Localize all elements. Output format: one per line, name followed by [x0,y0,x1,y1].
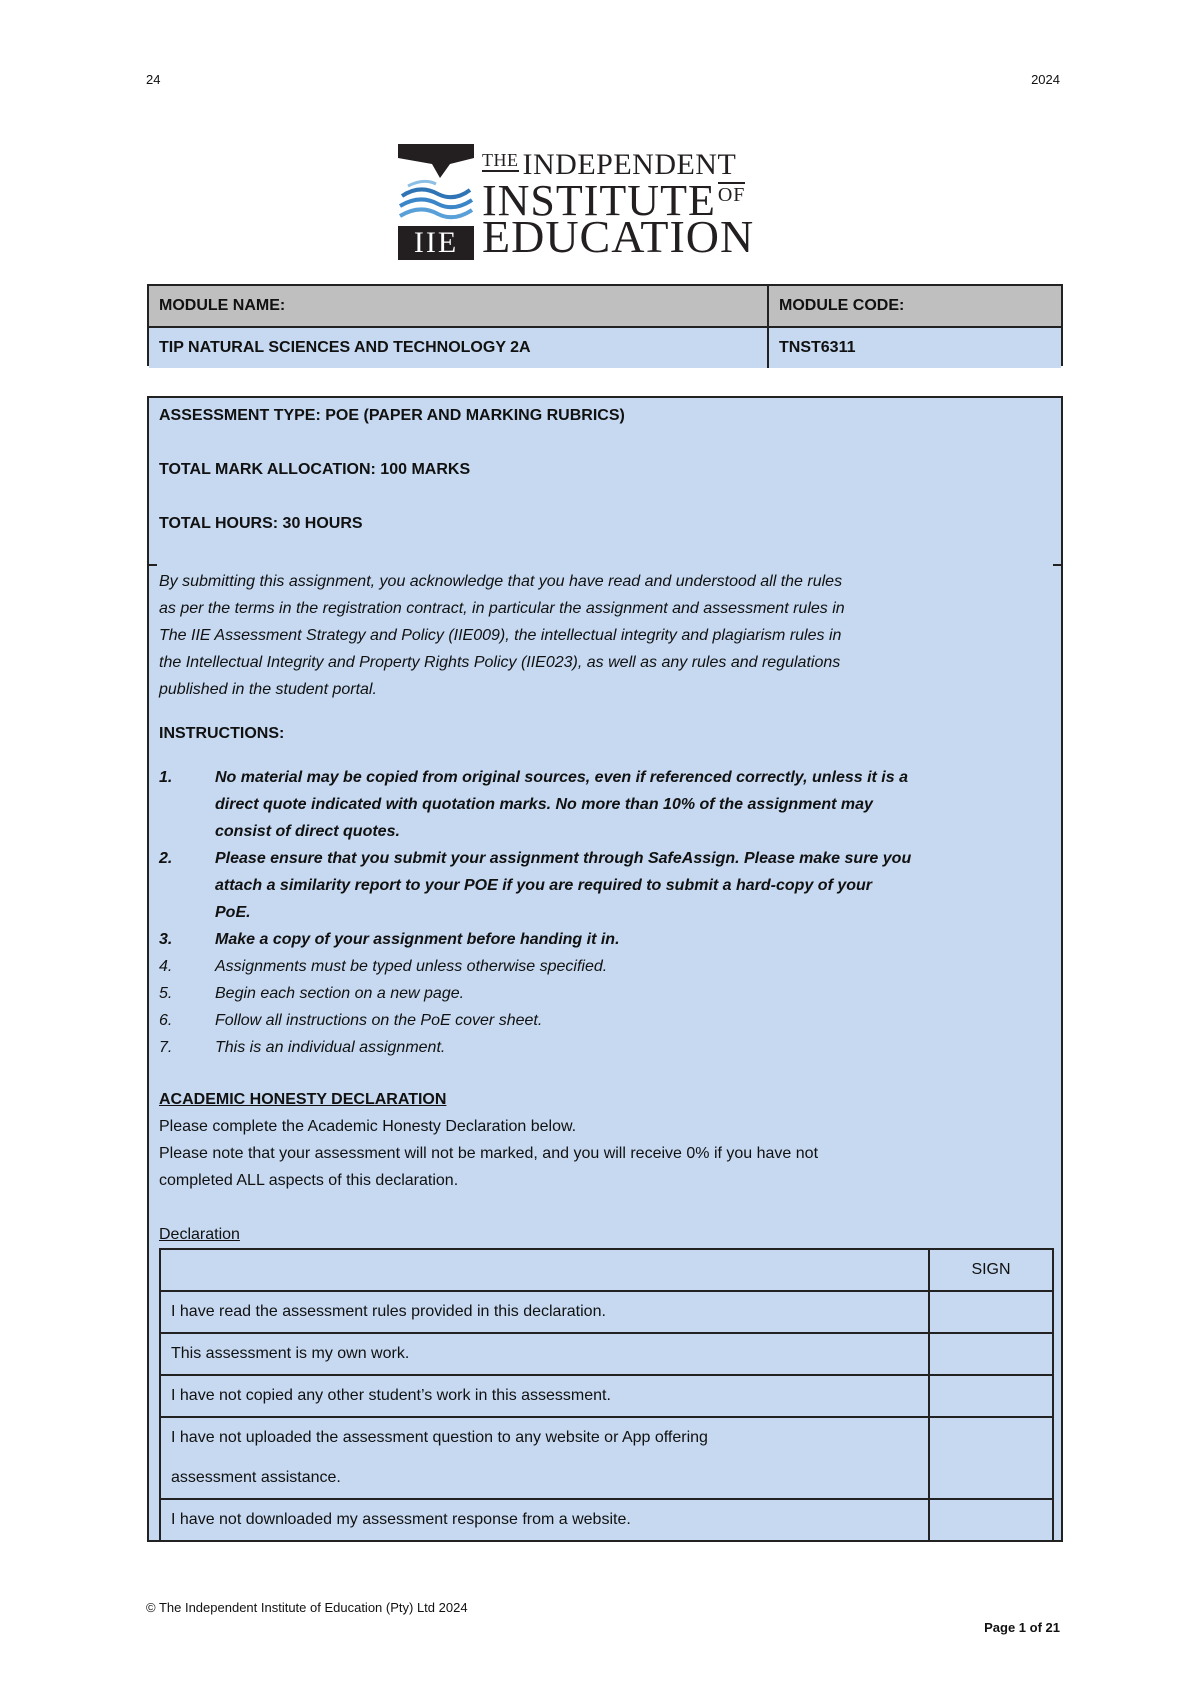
divider-tick-right [1053,564,1063,566]
page-number: Page 1 of 21 [984,1620,1060,1635]
instruction-item [159,1007,1055,1034]
assessment-box [147,396,1063,1542]
divider-tick-left [147,564,157,566]
instruction-item [159,845,1055,926]
honesty-title: ACADEMIC HONESTY DECLARATION [159,1091,447,1108]
declaration-header-row [160,1249,1053,1291]
declaration-table [159,1248,1054,1542]
sign-cell[interactable] [929,1291,1053,1333]
instructions-list [159,764,1055,1061]
item-number: 1. [159,769,173,786]
module-code-label: MODULE CODE: [779,297,905,314]
declaration-label: Declaration [159,1226,240,1243]
sign-cell[interactable] [929,1499,1053,1541]
instruction-item [159,1034,1055,1061]
ack-line: By submitting this assignment, you acknowledge that you have read and understood all the rules [159,573,843,590]
honesty-line2a: Please note that your assessment will not be marked, and you will receive 0% if you have not [159,1145,819,1162]
item-line: Begin each section on a new page. [215,985,465,1002]
header-right: 2024 [1031,72,1060,87]
module-code: TNST6311 [779,339,856,356]
instruction-item [159,953,1055,980]
acknowledgement-paragraph [159,568,1049,703]
iie-badge: IIE [398,226,474,260]
honesty-line2b: completed ALL aspects of this declaration. [159,1172,459,1189]
logo-line2: INSTITUTE [482,176,716,225]
footer-copyright: © The Independent Institute of Education (Pty) Ltd 2024 [146,1600,468,1615]
declaration-statement: I have not downloaded my assessment response from a website. [160,1499,929,1541]
item-line: direct quote indicated with quotation marks. No more than 10% of the assignment may [215,796,873,813]
total-marks: TOTAL MARK ALLOCATION: 100 MARKS [159,461,471,478]
item-number: 5. [159,985,173,1002]
sign-cell[interactable] [929,1417,1053,1499]
logo-the: THE [482,150,519,170]
declaration-statement: I have read the assessment rules provided in this declaration. [160,1291,929,1333]
honesty-line1: Please complete the Academic Honesty Declaration below. [159,1118,577,1135]
ack-line: as per the terms in the registration contract, in particular the assignment and assessment rules in [159,600,845,617]
instructions-title: INSTRUCTIONS: [159,725,285,742]
item-line: consist of direct quotes. [215,823,400,840]
item-number: 4. [159,958,173,975]
declaration-statement [160,1417,929,1499]
statement-line: assessment assistance. [171,1469,341,1486]
ack-line: the Intellectual Integrity and Property Rights Policy (IIE023), as well as any rules and regulations [159,654,841,671]
declaration-row [160,1417,1053,1499]
declaration-row [160,1333,1053,1375]
sign-header: SIGN [929,1249,1053,1291]
instruction-item [159,926,1055,953]
total-hours: TOTAL HOURS: 30 HOURS [159,515,363,532]
ack-line: published in the student portal. [159,681,377,698]
item-number: 3. [159,931,173,948]
declaration-row [160,1291,1053,1333]
item-line: Please ensure that you submit your assignment through SafeAssign. Please make sure you [215,850,912,867]
sign-cell[interactable] [929,1375,1053,1417]
declaration-header-blank [160,1249,929,1291]
item-line: Follow all instructions on the PoE cover sheet. [215,1012,543,1029]
item-line: PoE. [215,904,251,921]
instruction-item [159,980,1055,1007]
sign-cell[interactable] [929,1333,1053,1375]
declaration-row [160,1499,1053,1541]
header-left: 24 [146,72,161,87]
statement-line: I have not uploaded the assessment question to any website or App offering [171,1429,708,1446]
item-line: Make a copy of your assignment before handing it in. [215,931,620,948]
item-line: Assignments must be typed unless otherwise specified. [215,958,608,975]
item-line: This is an individual assignment. [215,1039,446,1056]
module-table [147,284,1063,366]
module-name-label: MODULE NAME: [149,286,769,326]
item-line: attach a similarity report to your POE if you are required to submit a hard-copy of your [215,877,873,894]
ack-line: The IIE Assessment Strategy and Policy (IIE009), the intellectual integrity and plagiarism rules in [159,627,842,644]
declaration-statement: I have not copied any other student’s work in this assessment. [160,1375,929,1417]
logo-line3: EDUCATION [482,211,755,262]
item-number: 7. [159,1039,173,1056]
item-number: 6. [159,1012,173,1029]
declaration-row [160,1375,1053,1417]
instruction-item [159,764,1055,845]
module-header-row [149,286,1061,326]
logo-of: OF [717,184,746,206]
item-line: No material may be copied from original sources, even if referenced correctly, unless it is a [215,769,908,786]
declaration-statement: This assessment is my own work. [160,1333,929,1375]
module-name: TIP NATURAL SCIENCES AND TECHNOLOGY 2A [149,328,769,368]
logo-line1: INDEPENDENT [522,148,737,181]
iie-logo [398,144,808,260]
module-value-row [149,326,1061,368]
assessment-type: ASSESSMENT TYPE: POE (PAPER AND MARKING RUBRICS) [159,407,625,424]
item-number: 2. [159,850,173,867]
